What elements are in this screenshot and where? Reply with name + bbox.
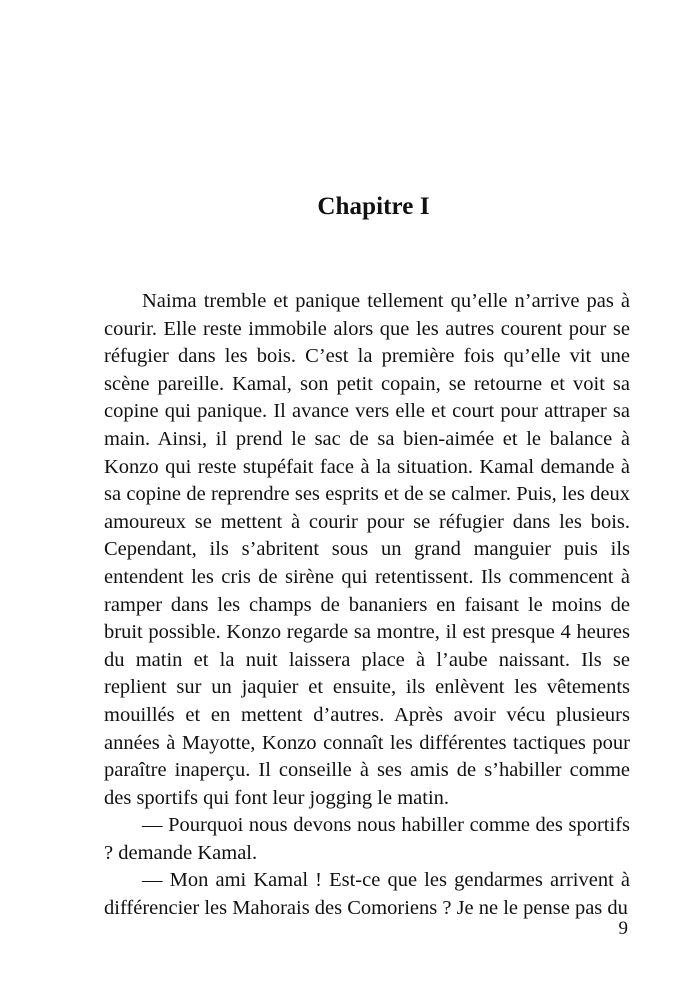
paragraph-dialogue-kamal: — Pourquoi nous devons nous habiller comme des sportifs ? demande Kamal.: [104, 814, 630, 864]
page-number: 9: [618, 918, 628, 939]
paragraph-narration: Naima tremble et panique tellement qu’elle n’arrive pas à courir. Elle reste immobile alors que les autres courent pour se réfugier dans les bois. C’est la première fois qu’elle vit une scène pareille. Kamal, son petit copain, se retourne et voit sa copine qui panique. Il avance vers elle et court pour attraper sa main. Ainsi, il prend le sac de sa bien-aimée et le balance à Konzo qui reste stupéfait face à la situation. Kamal demande à sa copine de reprendre ses esprits et de se calmer. Puis, les deux amoureux se mettent à courir pour se réfugier dans les bois. Cependant, ils s’abritent sous un grand manguier puis ils entendent les cris de sirène qui retentissent. Ils commencent à ramper dans les champs de bananiers en faisant le moins de bruit possible. Konzo regarde sa montre, il est presque 4 heures du matin et la nuit laissera place à l’aube naissant. Ils se replient sur un jaquier et ensuite, ils enlèvent les vêtements mouillés et en mettent d’autres. Après avoir vécu plusieurs années à Mayotte, Konzo connaît les différentes tactiques pour paraître inaperçu. Il conseille à ses amis de s’habiller comme des sportifs qui font leur jogging le matin.: [104, 290, 630, 809]
chapter-title: Chapitre I: [317, 193, 430, 220]
body-text: [104, 288, 630, 923]
paragraph-dialogue-konzo: — Mon ami Kamal ! Est-ce que les gendarmes arrivent à différencier les Mahorais des Comoriens ? Je ne le pense pas du: [104, 869, 630, 920]
